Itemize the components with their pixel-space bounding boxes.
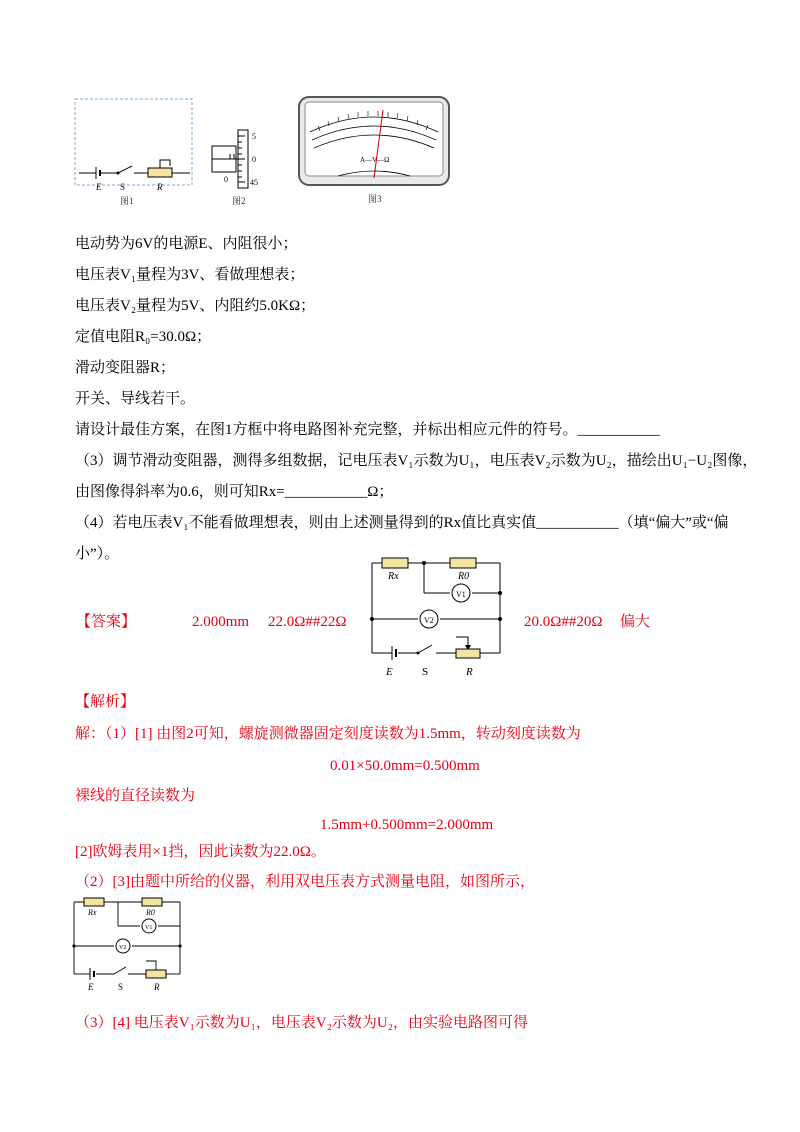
fig3-dial-label: A—V—Ω [360, 156, 390, 164]
text-line-3: 电压表V₂量程为5V、内阻约5.0KΩ； [75, 298, 316, 314]
fig1-R: R [157, 182, 163, 192]
analysis-circuit-svg [68, 894, 188, 994]
answer-4: 偏大 [620, 614, 651, 630]
small-circuit-V2-label: V2 [119, 945, 127, 951]
text-line-7: 请设计最佳方案，在图1方框中将电路图补充完整，并标出相应元件的符号。___________ [75, 422, 661, 438]
circuit-R0-label: R0 [458, 571, 470, 582]
answer-2: 22.0Ω##22Ω [268, 614, 347, 630]
circuit-R-label: R [466, 666, 473, 678]
circuit-Rx-label: Rx [388, 571, 399, 582]
answer-circuit [362, 553, 512, 681]
text-line-8: （3）调节滑动变阻器，测得多组数据，记电压表V₁示数为U₁，电压表V₂示数为U₂，描绘出U₁−U₂图像， [75, 453, 758, 469]
small-circuit-Rx-label: Rx [88, 908, 97, 917]
text-line-2: 电压表V₁量程为3V、看做理想表； [75, 267, 305, 283]
figure-1 [74, 98, 194, 206]
fig2-base-0: 0 [224, 175, 228, 184]
fig2-tick-0: 0 [252, 155, 256, 164]
text-line-11: 小”）。 [75, 546, 120, 562]
text-line-9: 由图像得斜率为0.6，则可知Rx=___________Ω； [75, 484, 394, 500]
text-line-1: 电动势为6V的电源E、内阻很小； [75, 236, 298, 252]
figure-1-svg [74, 98, 194, 203]
circuit-S-label: S [422, 666, 429, 678]
analysis-line-5: （3）[4] 电压表V₁示数为U₁，电压表V₂示数为U₂，由实验电路图可得 [75, 1015, 528, 1031]
circuit-V1-label: V1 [456, 590, 466, 599]
fig1-caption: 图1 [120, 196, 134, 206]
figure-3 [298, 96, 450, 206]
fig2-tick-45: 45 [250, 178, 258, 187]
text-line-4: 定值电阻R₀=30.0Ω； [75, 329, 212, 345]
fig1-S: S [120, 182, 126, 192]
analysis-eq-2: 1.5mm+0.500mm=2.000mm [320, 817, 494, 833]
figure-3-svg [298, 96, 450, 188]
small-circuit-E-label: E [88, 982, 94, 992]
analysis-label: 【解析】 [75, 694, 136, 710]
small-circuit-R-label: R [154, 982, 160, 992]
answer-circuit-svg [362, 553, 512, 681]
analysis-circuit [68, 894, 188, 994]
text-line-6: 开关、导线若干。 [75, 391, 196, 407]
analysis-line-4: （2）[3]由题中所给的仪器，利用双电压表方式测量电阻，如图所示， [75, 874, 535, 890]
figure-2-svg [210, 126, 270, 196]
analysis-line-2: 裸线的直径读数为 [75, 788, 196, 804]
answer-1: 2.000mm [192, 614, 250, 630]
circuit-V2-label: V2 [424, 616, 434, 625]
small-circuit-R0-label: R0 [146, 908, 155, 917]
text-line-5: 滑动变阻器R； [75, 360, 176, 376]
fig1-E: E [96, 182, 102, 192]
fig2-tick-5: 5 [252, 132, 256, 141]
circuit-E-label: E [386, 666, 393, 678]
fig3-caption: 图3 [368, 194, 382, 204]
answer-label: 【答案】 [76, 614, 137, 630]
answer-3: 20.0Ω##20Ω [524, 614, 603, 630]
analysis-line-1: 解：（1）[1] 由图2可知，螺旋测微器固定刻度读数为1.5mm，转动刻度读数为 [75, 726, 581, 742]
analysis-line-3: [2]欧姆表用×1挡，因此读数为22.0Ω。 [75, 844, 326, 860]
figure-2 [210, 126, 270, 206]
fig2-caption: 图2 [232, 196, 246, 206]
small-circuit-V1-label: V1 [145, 925, 153, 931]
small-circuit-S-label: S [118, 982, 124, 992]
analysis-eq-1: 0.01×50.0mm=0.500mm [330, 758, 480, 774]
text-line-10: （4）若电压表V₁不能看做理想表，则由上述测量得到的Rx值比真实值___________（填“偏大”或“偏 [75, 515, 729, 531]
